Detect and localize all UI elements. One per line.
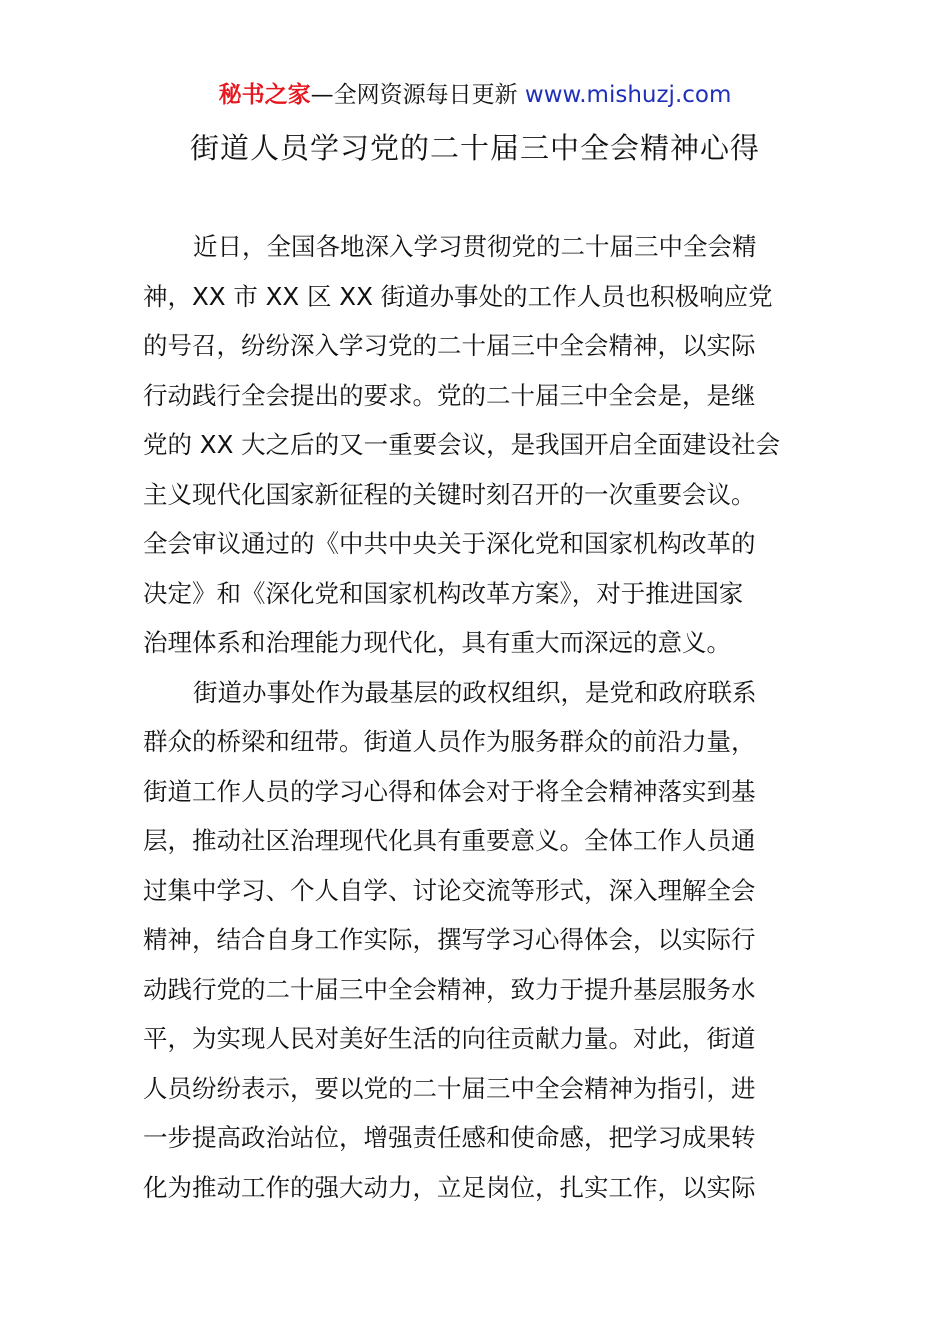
paragraph-1-line: 的号召，纷纷深入学习党的二十届三中全会精神，以实际 <box>143 331 756 360</box>
paragraph-1-line: 主义现代化国家新征程的关键时刻召开的一次重要会议。 <box>143 479 756 509</box>
paragraph-1-line: 神，XX 市 XX 区 XX 街道办事处的工作人员也积极响应党 <box>143 281 773 311</box>
paragraph-1-line: 行动践行全会提出的要求。党的二十届三中全会是，是继 <box>143 380 756 410</box>
site-header <box>0 80 950 110</box>
document-title: 街道人员学习党的二十届三中全会精神心得 <box>189 131 760 165</box>
paragraph-1-line: 近日，全国各地深入学习贯彻党的二十届三中全会精 <box>193 232 757 261</box>
paragraph-1-line: 全会审议通过的《中共中央关于深化党和国家机构改革的 <box>143 529 756 558</box>
paragraph-2-line: 街道办事处作为最基层的政权组织，是党和政府联系 <box>193 677 757 707</box>
paragraph-2-line: 平，为实现人民对美好生活的向往贡献力量。对此，街道 <box>143 1024 756 1053</box>
paragraph-2-line: 群众的桥梁和纽带。街道人员作为服务群众的前沿力量， <box>143 727 756 756</box>
paragraph-2-line: 精神，结合自身工作实际，撰写学习心得体会，以实际行 <box>143 925 756 954</box>
paragraph-2-line: 一步提高政治站位，增强责任感和使命感，把学习成果转 <box>143 1123 756 1152</box>
document-body <box>143 222 807 1212</box>
paragraph-2-line: 动践行党的二十届三中全会精神，致力于提升基层服务水 <box>143 974 756 1004</box>
site-brand: 秘书之家 <box>218 82 311 108</box>
paragraph-2-line: 层，推动社区治理现代化具有重要意义。全体工作人员通 <box>143 826 756 855</box>
paragraph-1-line: 决定》和《深化党和国家机构改革方案》，对于推进国家 <box>143 578 744 608</box>
paragraph-1-line: 党的 XX 大之后的又一重要会议，是我国开启全面建设社会 <box>143 430 781 459</box>
paragraph-2-line: 过集中学习、个人自学、讨论交流等形式，深入理解全会 <box>143 875 756 905</box>
site-tagline: —全网资源每日更新 <box>310 82 518 108</box>
paragraph-2-line: 化为推动工作的强大动力，立足岗位，扎实工作，以实际 <box>143 1172 756 1202</box>
paragraph-2-line: 街道工作人员的学习心得和体会对于将全会精神落实到基 <box>143 776 756 806</box>
paragraph-1-line: 治理体系和治理能力现代化，具有重大而深远的意义。 <box>143 628 731 657</box>
site-url-link[interactable]: www.mishuzj.com <box>524 82 732 108</box>
paragraph-2-line: 人员纷纷表示，要以党的二十届三中全会精神为指引，进 <box>143 1073 756 1103</box>
